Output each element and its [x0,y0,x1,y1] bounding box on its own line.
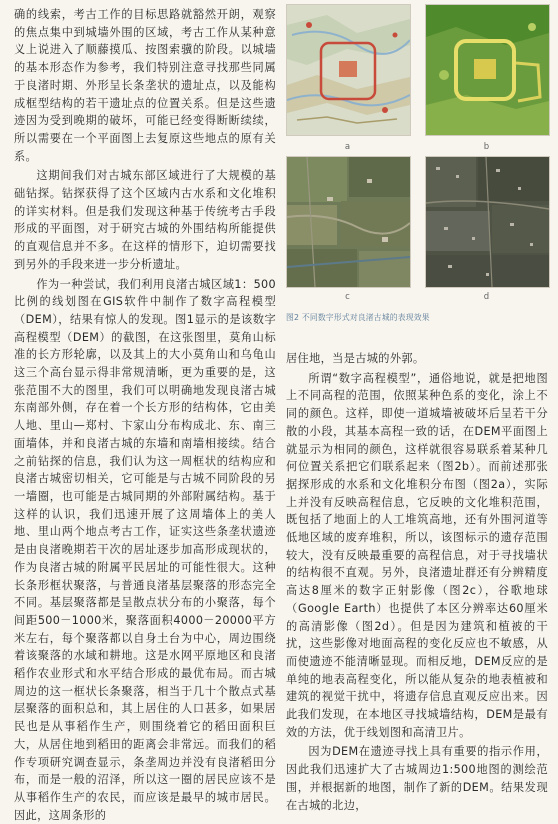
right-paragraph-1: 居住地，当是古城的外郭。 [286,352,425,365]
panel-d-label: d [483,292,490,302]
drilling-map-image [287,5,410,135]
right-paragraph-3: 因为DEM在遗迹寻找上具有重要的指示作用，因此我们迅速扩大了古城周边1:500地图的测绘范围，并根据新的地图，制作了新的DEM。结果发现在古城的北边， [286,745,548,812]
panel-b-label: b [483,142,490,152]
orthophoto-image [287,157,410,287]
figure-panel-b [425,4,550,136]
left-paragraph-1: 确的线索，考古工作的目标思路就豁然开朗，观察的焦点集中到城墙外围的区域，考古工作从某种意义上说进入了顺藤摸瓜、按图索骥的阶段。以城墙的基本形态作为参考，我们特别注意寻找那些同属于良渚时期、外形呈长条垄状的遗址点，以及能构成框型结构的若干遗址点的位置关系。但是这些遗迹因为受到晚期的破坏，可能已经变得断断续续，所以需要在一个平面图上去复原这些地点的原有关系。 [14,8,276,163]
panel-c-label: c [345,292,350,302]
figure-panel-c [286,156,411,288]
right-paragraph-2: 所谓“数字高程模型”，通俗地说，就是把地图上不同高程的范围，依照某种色系的变化，涂上不同的颜色。这样，即使一道城墙被破坏后呈若干分散的小段，其基本高程一致的话，在DEM平面图上就显示为相同的颜色，这样就很容易联系着某种几何位置关系把它们联系起来（图2b）。而前述那张据探形成的水系和文化堆积分布图（图2a），实际上并没有反映高程信息，它反映的文化堆积范围，既包括了地面上的人工堆筑高地，还有外围河道等低地区域的废弃堆积，所以，该图标示的遗存范围较大，没有反映最重要的高程信息，对于寻找墙状的结构很不直观。另外，良渚遗址群还有分辨精度高达8厘米的数字正射影像（图2c），谷歌地球（Google Earth）也提供了本区分辨率达60厘米的高清影像（图2d）。但是因为建筑和植被的干扰，这些影像对地面高程的变化反应也不敏感，从而使遗迹不能清晰显现。而相反地，DEM反应的是单纯的地表高程变化，所以能从复杂的地表植被和建筑的视觉干扰中，将遗存信息直观反应出来。因此我们发现，在本地区寻找城墙结构，DEM是最有效的方法，优于线划图和高清卫片。 [286,371,548,739]
dem-image [426,5,549,135]
figure-caption: 图2 不同数字形式对良渚古城的表现效果 [286,313,430,322]
left-paragraph-2: 这期间我们对古城东部区域进行了大规模的基础钻探。钻探获得了这个区域内古水系和文化堆积的详实材料。但是我们发现这种基于传统考古手段形成的平面图，对于研究古城的外围结构所能提供的直观信息并不多。在这样的情形下，迫切需要找到另外的手段来进一步分析遗址。 [14,169,276,271]
figure-2 [286,4,548,324]
left-paragraph-3: 作为一种尝试，我们利用良渚古城区域1：500比例的线划图在GIS软件中制作了数字高程模型（DEM），结果有惊人的发现。图1显示的是该数字高程模型（DEM）的截图，在这张图里，莫角山标准的长方形轮廓，以及其上的大小莫角山和乌龟山这三个高台显示得非常规清晰，更为重要的是，这张范围不大的图里，我们可以明确地发现良渚古城东南部外侧，存在着一个长方形的结构体，它由美人地、里山—郑村、卞家山分布构成北、东、南三面墙体，并和良渚古城的东墙和南墙相接续。结合之前钻探的信息，我们认为这一周框状的结构应和良渚古城密切相关，它可能是与古城不同阶段的另一墙圈，也可能是古城同期的外部附属结构。基于这样的认识，我们迅速开展了这周墙体上的美人地、里山两个地点考古工作，证实这些条垄状遗迹是由良渚晚期若干次的居址逐步加高形成现状的，作为良渚古城的附属平民居址的可能性很大。这种长条形框状聚落，与普通良渚基层聚落的形态完全不同。基层聚落都是呈散点状分布的小聚落，每个间距500－1000米，聚落面积4000－20000平方米左右，每个聚落都以自身土台为中心，周边围绕着该聚落的水域和耕地。这是水网平原地区和良渚稻作农业形式和水平结合形成的最优布局。而古城周边的这一框状长条聚落，相当于几十个散点式基层聚落的面积总和，其上居住的人口甚多，如果居民也是从事稻作生产，则围绕着它的稻田面积巨大，从居住地到稻田的距离会非常远。而我们的稻作专项研究调查显示，条垄周边并没有良渚稻田分布，而是一般的沼泽，所以这一圈的居民应该不是从事稻作生产的农民，而应该是最早的城市居民。因此，这周条形的 [14,277,276,822]
figure-panel-a [286,4,411,136]
figure-panel-d [425,156,550,288]
right-text-column [286,350,548,814]
left-text-column [14,6,276,824]
panel-a-label: a [344,142,351,152]
satellite-image [426,157,549,287]
